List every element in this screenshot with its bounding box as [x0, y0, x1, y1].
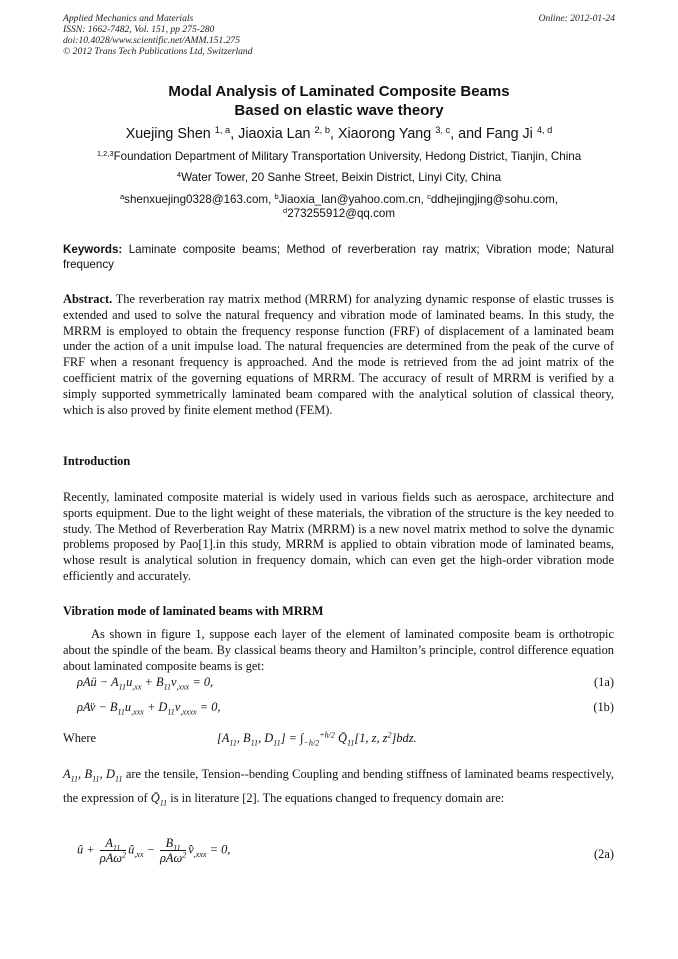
- affiliation-2-sup: 4: [176, 169, 182, 179]
- abstract-label: Abstract.: [63, 292, 113, 306]
- equation-2a-number: (2a): [594, 847, 614, 861]
- intro-text: Recently, laminated composite material is widely used in various fields such as aerospace, architecture and sports equipment. Due to the light weight of these materials, the vibration of the structure is the key needed to study. The Method of Reverberation Ray Matrix (MRRM) is a new novel matrix method to solve the dynamic problems proposed by Pao[1].in this study, MRRM is applied to obtain vibration mode of laminated beams, whose result is analytical solution in frequency domain, which can even get the high-order vibration mode efficiently and accurately.: [63, 490, 614, 583]
- equation-1b-number: (1b): [593, 700, 614, 714]
- author-2-sup: 2, b: [314, 124, 330, 135]
- stiffness-definition: [$A_{11}$, $B_{11}$, $D_{11}] = \int_{-h/2}^{+h/2}$ $Q̄_{11}[1$, z, $z^2]bdz$.: [217, 730, 417, 748]
- copyright: © 2012 Trans Tech Publications Ltd, Switzerland: [63, 46, 253, 57]
- equation-1b: [63, 700, 614, 722]
- author-3-sup: 3, c: [435, 124, 451, 135]
- affiliation-1-text: Foundation Department of Military Transportation University, Hedong District, Tianjin, China: [113, 150, 582, 163]
- paper-title-line2: Based on elastic wave theory: [234, 102, 444, 119]
- author-3: Xiaorong Yang: [337, 126, 432, 142]
- author-list: Xuejing Shen $^{1, a}$, Jiaoxia Lan $^{2, b}$, Xiaorong Yang $^{3, c}$, and Fang Ji $^{4, d}$: [125, 124, 553, 142]
- email-d-sup: d: [282, 205, 288, 215]
- author-2: Jiaoxia Lan: [238, 126, 311, 142]
- intro-heading: Introduction: [63, 454, 131, 468]
- keywords-label: Keywords:: [63, 243, 123, 256]
- abstract-text: The reverberation ray matrix method (MRRM) for analyzing dynamic response of elastic trusses is extended and used to solve the natural frequency and vibration mode of laminated beams. In this study, the MRRM is employed to obtain the frequency response function (FRF) of displacement of a laminated beam under the action of a unit impulse load. The natural frequencies are determined from the peak of the curve of FRF when a resonant frequency is approached. And the mode is retrieved from the ad joint matrix of the coefficient matrix of the governing equations of MRRM. The accuracy of result of MRRM is verified by a simply supported symmetrically laminated beam compared with the analytical solution of classical theory, which is also proved by finite element method (FEM).: [63, 292, 615, 417]
- equation-1a-body: ρAü − $A_{11}u_{,xx} + B_{11}v_{,xxx} = 0$,: [77, 675, 214, 692]
- keywords: [63, 242, 614, 272]
- email-d: 273255912@qq.com: [287, 207, 396, 220]
- equation-1a-number: (1a): [594, 675, 614, 689]
- email-c: ddhejingjing@sohu.com,: [430, 193, 559, 206]
- email-a: shenxuejing0328@163.com,: [124, 193, 275, 206]
- equation-where: [63, 731, 614, 753]
- affiliation-1: [0, 150, 678, 164]
- email-c-sup: c: [427, 191, 431, 201]
- equation-2a: [63, 836, 614, 872]
- issn: ISSN: 1662-7482, Vol. 151, pp 275-280: [63, 24, 215, 35]
- abstract: [63, 292, 614, 418]
- author-1-sup: 1, a: [214, 124, 231, 135]
- where-label: Where: [63, 731, 97, 745]
- affiliation-2: [0, 171, 678, 185]
- email-line-1: [0, 193, 678, 207]
- affiliation-2-text: Water Tower, 20 Sanhe Street, Beixin District, Linyi City, China: [181, 171, 502, 184]
- author-1: Xuejing Shen: [125, 126, 211, 142]
- email-a-sup: a: [119, 191, 125, 201]
- section2-para1: As shown in figure 1, suppose each layer of the element of laminated composite beam is orthotropic about the spindle of the beam. By classical beams theory and Hamilton’s principle, control difference equation about laminated composite beams is get:: [63, 627, 614, 673]
- author-4-sup: 4, d: [536, 124, 553, 135]
- email-line-2: [0, 207, 678, 221]
- doi: doi:10.4028/www.scientific.net/AMM.151.275: [63, 35, 241, 46]
- section2-para2: [63, 762, 614, 810]
- email-b: Jiaoxia_lan@yahoo.com.cn,: [278, 193, 428, 206]
- q11-symbol: $Q̄_{11}$: [150, 791, 168, 808]
- journal-name: Applied Mechanics and Materials: [63, 13, 194, 24]
- stiffness-symbols: $A_{11}$, $B_{11}$, $D_{11}$: [63, 767, 123, 784]
- section2-para2-b: is in literature [2]. The equations changed to frequency domain are:: [170, 791, 505, 805]
- author-4: and Fang Ji: [458, 126, 533, 142]
- equation-1b-body: ρAv̈ − $B_{11}u_{,xxx} + D_{11}v_{,xxxx} = 0$,: [77, 700, 221, 717]
- paper-title-line1: Modal Analysis of Laminated Composite Beams: [168, 83, 510, 100]
- affiliation-1-sup: 1,2,3: [96, 148, 114, 158]
- equation-2a-body: û + $\frac{A_{11}}{\rho A\omega^2}$ $û_{,xx}$ − $\frac{B_{11}}{\rho A\omega^2}$ $v̂_{,xxx} = 0$,: [77, 836, 231, 865]
- equation-1a: [63, 675, 614, 697]
- section2-para2-a: are the tensile, Tension--bending Coupling and bending stiffness of laminated beams respectively, the expression of: [63, 767, 614, 805]
- journal-header: [63, 13, 615, 57]
- section2-heading: Vibration mode of laminated beams with MRRM: [63, 604, 324, 618]
- keywords-text: Laminate composite beams; Method of reverberation ray matrix; Vibration mode; Natural frequency: [63, 243, 614, 271]
- online-date: Online: 2012-01-24: [538, 13, 615, 24]
- email-b-sup: b: [274, 191, 279, 201]
